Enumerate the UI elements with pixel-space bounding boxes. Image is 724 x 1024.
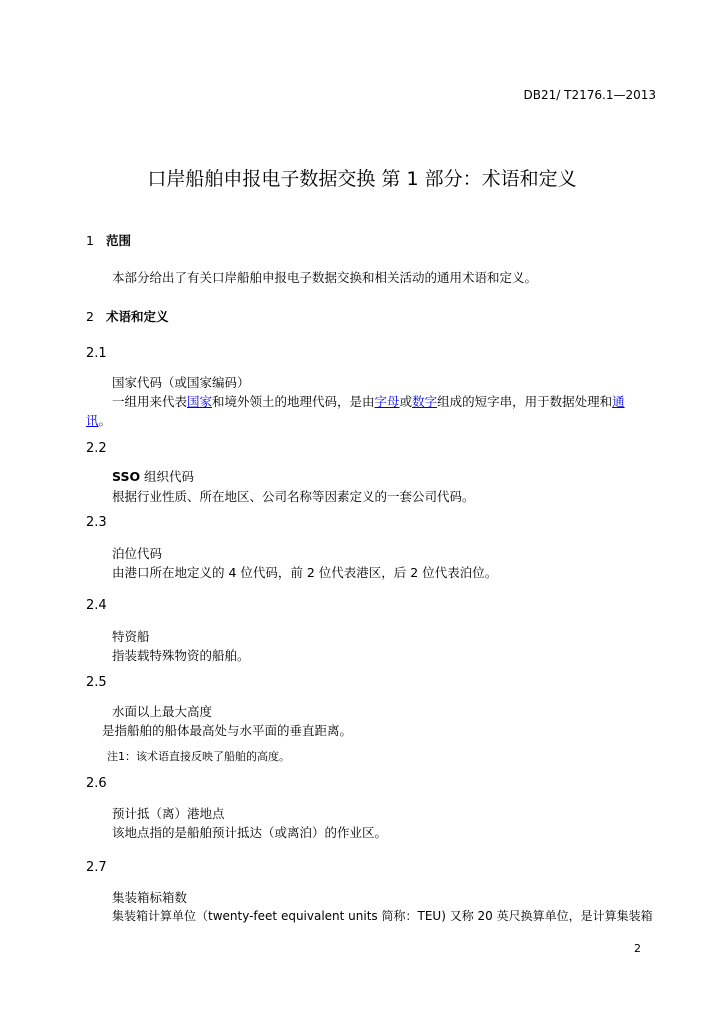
link-country[interactable]: 国家 [187,394,213,409]
definition-text: 一组用来代表 [112,394,188,409]
term-definition: 由港口所在地定义的 4 位代码，前 2 位代表港区，后 2 位代表泊位。 [112,565,498,580]
term-definition: 根据行业性质、所在地区、公司名称等因素定义的一套公司代码。 [112,489,475,504]
term-number: 2.1 [86,346,107,361]
term-number: 2.5 [86,675,107,690]
term-number: 2.7 [86,860,107,875]
term-definition [112,392,625,410]
term-note: 注1：该术语直接反映了船舶的高度。 [107,750,290,763]
term-number: 2.3 [86,515,107,530]
term-definition: 是指船舶的船体最高处与水平面的垂直距离。 [102,723,353,738]
term-definition: 指装载特殊物资的船舶。 [112,648,250,663]
document-code-header: DB21/ T2176.1—2013 [523,88,656,102]
definition-text: 或 [399,394,413,409]
page-title: 口岸船舶申报电子数据交换 第 1 部分：术语和定义 [147,168,577,190]
section-heading-scope [86,231,131,249]
term-name: 国家代码（或国家编码） [112,375,250,390]
term-name-text: 组织代码 [140,469,195,484]
link-letters[interactable]: 字母 [374,394,400,409]
term-name: 集装箱标箱数 [112,890,188,905]
term-definition: 该地点指的是船舶预计抵达（或离泊）的作业区。 [112,825,388,840]
term-definition: 集装箱计算单位（twenty-feet equivalent units 简称：TEU) 又称 20 英尺换算单位，是计算集装箱 [112,909,653,923]
term-name: 特资船 [112,629,150,644]
term-number: 2.6 [86,776,107,791]
link-communication[interactable]: 通 [612,394,625,409]
term-abbreviation: SSO [112,469,141,484]
term-name [112,467,194,485]
scope-text: 本部分给出了有关口岸船舶申报电子数据交换和相关活动的通用术语和定义。 [112,270,538,285]
definition-text: 。 [98,413,112,428]
section-title: 范围 [106,233,132,248]
term-name: 泊位代码 [112,546,163,561]
page-number: 2 [634,942,641,955]
link-digits[interactable]: 数字 [412,394,438,409]
term-name: 预计抵（离）港地点 [112,806,225,821]
definition-text: 组成的短字串，用于数据处理和 [437,394,613,409]
link-communication[interactable]: 讯 [86,413,99,428]
term-definition-continued [86,411,111,429]
definition-text: 和境外领土的地理代码，是由 [212,394,375,409]
section-number: 1 [86,233,94,248]
term-number: 2.4 [86,598,107,613]
term-number: 2.2 [86,441,107,456]
section-number: 2 [86,309,94,324]
section-heading-terms [86,307,169,325]
section-title: 术语和定义 [106,309,169,324]
term-name: 水面以上最大高度 [112,704,213,719]
